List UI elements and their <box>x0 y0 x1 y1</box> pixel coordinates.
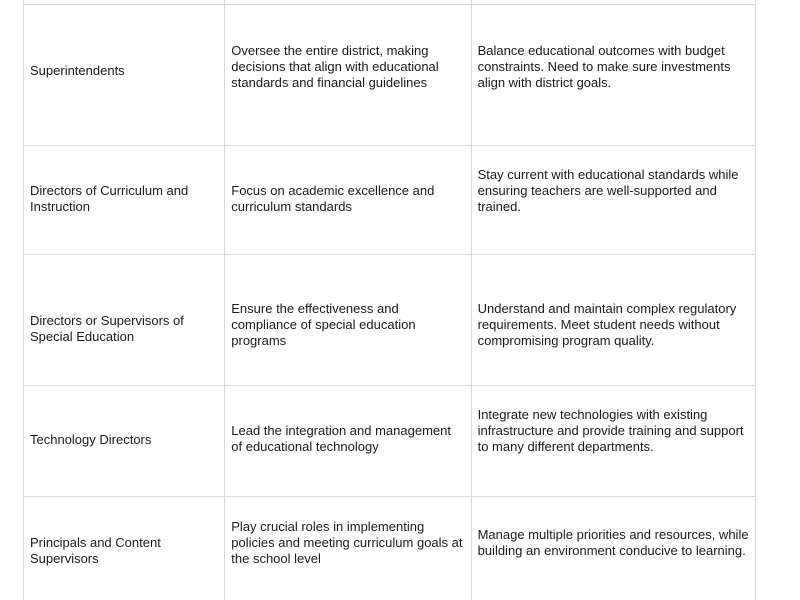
challenge-cell <box>471 146 755 255</box>
table-row <box>24 5 756 146</box>
role-cell <box>24 146 225 255</box>
challenge-text: Balance educational outcomes with budget constraints. Need to make sure investments align with district goals. <box>477 43 731 90</box>
responsibility-text: Oversee the entire district, making decisions that align with educational standards and financial guidelines <box>231 43 439 90</box>
challenge-text: Integrate new technologies with existing infrastructure and provide training and support to many different departments. <box>477 407 744 454</box>
role-cell <box>24 497 225 600</box>
header-cell-challenge <box>471 0 755 5</box>
table-row <box>24 497 756 600</box>
responsibility-text: Play crucial roles in implementing policies and meeting curriculum goals at the school level <box>231 519 463 566</box>
responsibility-text: Lead the integration and management of educational technology <box>231 423 451 454</box>
responsibility-cell <box>225 5 471 146</box>
role-text: Directors of Curriculum and Instruction <box>30 183 189 214</box>
challenge-text: Manage multiple priorities and resources, while building an environment conducive to learning. <box>477 527 749 558</box>
responsibility-cell <box>225 386 471 497</box>
table-row <box>24 146 756 255</box>
table-row <box>24 386 756 497</box>
challenge-text: Stay current with educational standards while ensuring teachers are well-supported and trained. <box>477 167 739 214</box>
header-cell-role <box>24 0 225 5</box>
challenge-cell <box>471 497 755 600</box>
role-text: Principals and Content Supervisors <box>30 535 161 566</box>
table-row <box>24 255 756 386</box>
challenge-cell <box>471 255 755 386</box>
responsibility-text: Ensure the effectiveness and compliance of special education programs <box>231 301 416 348</box>
challenge-cell <box>471 386 755 497</box>
responsibility-cell <box>225 497 471 600</box>
role-cell <box>24 5 225 146</box>
header-row <box>24 0 756 5</box>
role-text: Superintendents <box>30 63 125 78</box>
responsibility-cell <box>225 255 471 386</box>
role-cell <box>24 255 225 386</box>
roles-table <box>23 0 756 600</box>
challenge-cell <box>471 5 755 146</box>
responsibility-text: Focus on academic excellence and curriculum standards <box>231 183 435 214</box>
role-text: Technology Directors <box>30 432 152 447</box>
role-cell <box>24 386 225 497</box>
header-cell-responsibility <box>225 0 471 5</box>
role-text: Directors or Supervisors of Special Education <box>30 313 184 344</box>
responsibility-cell <box>225 146 471 255</box>
challenge-text: Understand and maintain complex regulatory requirements. Meet student needs without compromising program quality. <box>477 301 737 348</box>
